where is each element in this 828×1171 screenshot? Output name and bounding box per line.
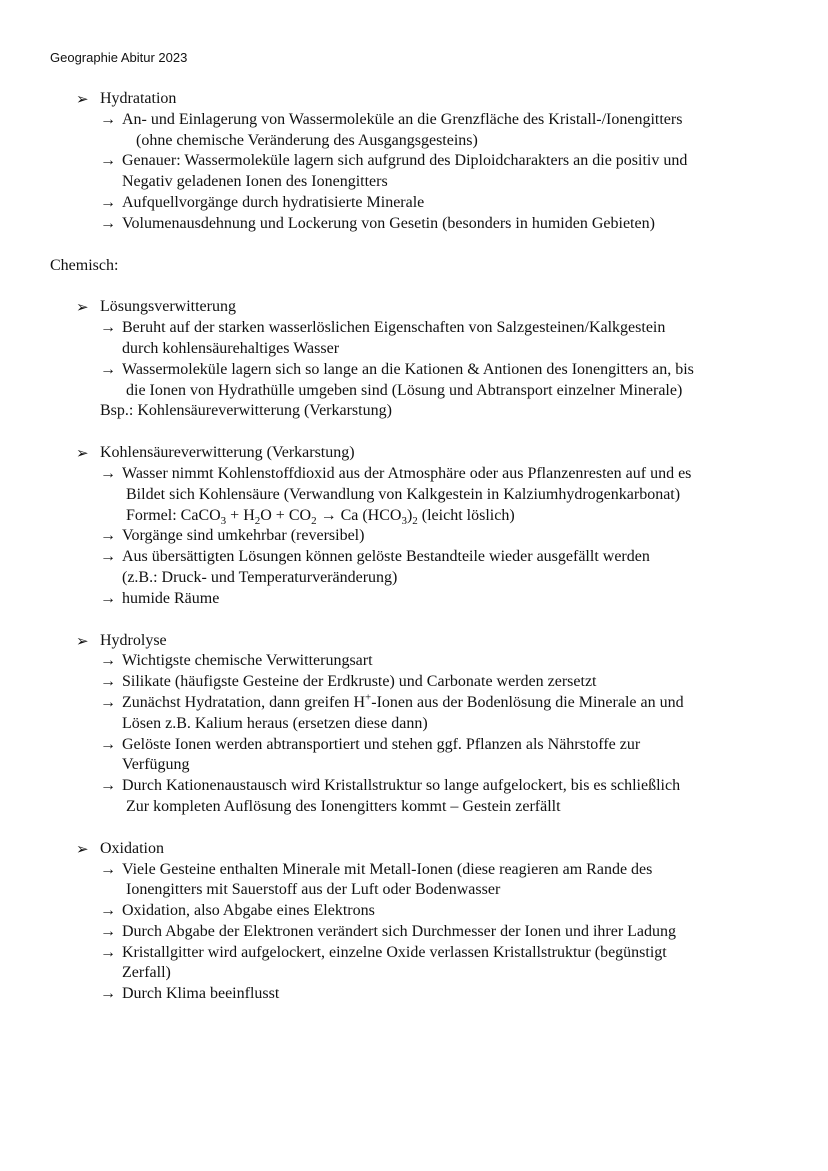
right-arrow-icon: → [100, 985, 116, 1003]
arrowhead-bullet-icon: ➢ [76, 444, 89, 463]
right-arrow-icon: → [100, 922, 116, 940]
list-item: → An- und Einlagerung von Wassermoleküle an die Grenzfläche des Kristall-/Ionengitters (ohne chemische Veränderung des Ausgangsgesteins) [100, 110, 683, 149]
list-item: → Durch Abgabe der Elektronen verändert sich Durchmesser der Ionen und ihrer Ladung [50, 922, 790, 943]
chemisch-label: Chemisch: [50, 256, 119, 274]
list-item: → Gelöste Ionen werden abtransportiert und stehen ggf. Pflanzen als Nährstoffe zur Verfügung [100, 735, 641, 774]
list-item: → humide Räume [50, 589, 790, 610]
right-arrow-icon: → [100, 860, 116, 878]
right-arrow-icon: → [100, 152, 116, 170]
right-arrow-icon: → [100, 735, 116, 753]
right-arrow-icon: → [100, 902, 116, 920]
right-arrow-icon: → [100, 693, 116, 711]
list-item: → Silikate (häufigste Gesteine der Erdkruste) und Carbonate werden zersetzt [50, 672, 790, 693]
list-item: → Wichtigste chemische Verwitterungsart [50, 651, 790, 672]
section-heading-kohlensaeureverwitterung: ➢ Kohlensäureverwitterung (Verkarstung) [76, 444, 355, 463]
right-arrow-icon: → [100, 193, 116, 211]
list-item: → Aufquellvorgänge durch hydratisierte Minerale [50, 193, 790, 214]
right-arrow-icon: → [100, 652, 116, 670]
right-arrow-icon: → [100, 110, 116, 128]
right-arrow-icon: → [100, 464, 116, 482]
list-item: → Wasser nimmt Kohlenstoffdioxid aus der Atmosphäre oder aus Pflanzenresten auf und es Bildet sich Kohlensäure (Verwandlung von Kalkgestein in Kalziumhydrogenkarbonat) Formel: CaCO$_3$ + $H_2O + CO_2 \to Ca$ $(HCO_3)_2$ (leicht löslich) [50, 464, 790, 526]
right-arrow-icon: → [100, 673, 116, 691]
list-item: → Beruht auf der starken wasserlöslichen Eigenschaften von Salzgesteinen/Kalkgestein durch kohlensäurehaltiges Wasser [100, 319, 666, 357]
chemical-formula: Formel: CaCO$_3$ + $H_2O + CO_2 \to Ca$ $(HCO_3)_2$ (leicht löslich) [126, 506, 515, 527]
section-heading-hydratation: ➢ Hydratation [76, 90, 177, 108]
right-arrow-icon: → [100, 319, 116, 337]
list-item: → Durch Kationenaustausch wird Kristallstruktur so lange aufgelockert, bis es schließlich Zur kompleten Auflösung des Ionengitters kommt – Gestein zerfällt [100, 777, 681, 815]
list-item: → Kristallgitter wird aufgelockert, einzelne Oxide verlassen Kristallstruktur (begünstigt Zerfall) [100, 943, 667, 982]
right-arrow-icon: → [100, 214, 116, 232]
arrowhead-bullet-icon: ➢ [76, 839, 89, 858]
section-heading-loesungsverwitterung: ➢ Lösungsverwitterung [76, 298, 236, 317]
list-item: → Volumenausdehnung und Lockerung von Gesetin (besonders in humiden Gebieten) [50, 214, 790, 235]
right-arrow-icon: → [100, 360, 116, 378]
document-body [50, 89, 790, 1005]
arrowhead-bullet-icon: ➢ [76, 631, 89, 650]
list-item: → Genauer: Wassermoleküle lagern sich aufgrund des Diploidcharakters an die positiv und Negativ geladenen Ionen des Ionengitters [100, 152, 688, 191]
section-heading-hydrolyse: ➢ Hydrolyse [76, 631, 167, 650]
arrowhead-bullet-icon: ➢ [76, 298, 89, 317]
list-item: → Viele Gesteine enthalten Minerale mit Metall-Ionen (diese reagieren am Rande des Ionengitters mit Sauerstoff aus der Luft oder Bodenwasser [100, 860, 653, 899]
right-arrow-icon: → [100, 943, 116, 961]
list-item: → Vorgänge sind umkehrbar (reversibel) [50, 526, 790, 547]
right-arrow-icon: → [100, 589, 116, 607]
example-line: Bsp.: Kohlensäureverwitterung (Verkarstung) [100, 402, 392, 420]
page-header: Geographie Abitur 2023 [50, 50, 188, 65]
list-item: → Durch Klima beeinflusst [50, 984, 790, 1005]
arrowhead-bullet-icon: ➢ [76, 90, 89, 108]
list-item: → Wassermoleküle lagern sich so lange an die Kationen & Antionen des Ionengitters an, bis die Ionen von Hydrathülle umgeben sind (Lösung und Abtransport einzelner Minerale) [100, 360, 694, 399]
list-item: → Aus übersättigten Lösungen können gelöste Bestandteile wieder ausgefällt werden (z.B.: Druck- und Temperaturveränderung) [100, 548, 650, 586]
right-arrow-icon: → [100, 548, 116, 566]
right-arrow-icon: → [100, 777, 116, 795]
list-item: → Zunächst Hydratation, dann greifen H+-Ionen aus der Bodenlösung die Minerale an und Lösen z.B. Kalium heraus (ersetzen diese dann) [100, 691, 684, 732]
section-heading-oxidation: ➢ Oxidation [76, 839, 164, 858]
list-item: → Oxidation, also Abgabe eines Elektrons [50, 901, 790, 922]
right-arrow-icon: → [100, 527, 116, 545]
